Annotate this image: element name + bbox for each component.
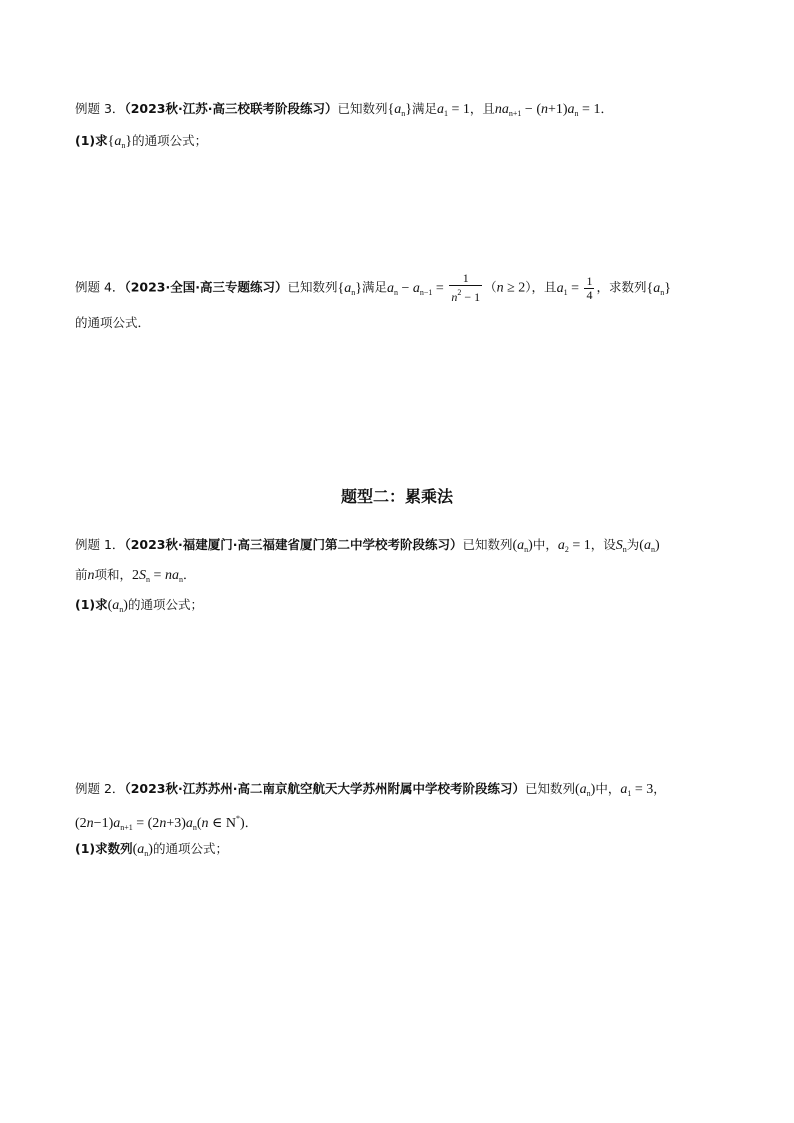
math-seq-an: $(a_n)$	[575, 782, 596, 798]
math-seq-an: $\{a_n\}$	[646, 280, 671, 297]
example-source: （2023秋·福建厦门·高三福建省厦门第二中学校考阶段练习）	[124, 537, 463, 552]
math-fraction-1-over-n2-minus-1: $\frac{1}{n^2 - 1}$	[451, 271, 481, 304]
section-heading: 题型二：累乘法	[340, 487, 453, 506]
math-seq-an: $(a_n)$	[132, 842, 153, 858]
example-4-statement: 例题 4．（2023·全国·高三专题练习）已知数列$\{a_n\}$满足$a_n - a_{n-1}$ = $\frac{1}{n^2 - 1}$ （n ≥ 2），且$a_1$ = $\frac{1}{4}$ ，求数列$\{a_n\}$	[75, 271, 671, 304]
example-source: （2023·全国·高三专题练习）	[124, 279, 288, 295]
math-n: n	[87, 568, 95, 583]
section2-example-1-question-1: (1)求$(a_n)$的通项公式；	[75, 597, 203, 614]
section2-example-2-question-1: (1)求数列$(a_n)$的通项公式；	[75, 841, 228, 858]
math-seq-an: $(a_n)$	[639, 538, 660, 554]
section2-example-1-line-2: 前n项和，$2S_n = na_n$．	[75, 567, 196, 584]
math-seq-an: $(a_n)$	[512, 538, 533, 554]
example-label: 例题 3．	[75, 101, 125, 116]
math-seq-an: $(a_n)$	[107, 598, 128, 614]
example-label: 例题 4．	[75, 279, 125, 295]
example-label: 例题 1．	[75, 537, 125, 552]
math-n-ge-2: n ≥ 2	[496, 280, 526, 296]
section2-example-2-line-2: $(2n-1)a_{n+1} = (2n+3)a_n(n$ ∈ N*)．	[75, 814, 258, 832]
math-a1-eq-1: $a_1 = 1$	[436, 102, 470, 118]
math-recurrence: $(2n-1)a_{n+1} = (2n+3)a_n(n$ ∈ N*)	[75, 814, 245, 832]
example-3-statement: 例题 3．（2023秋·江苏·高三校联考阶段练习）已知数列$\{a_n\}$满足$a_1 = 1$，且$na_{n+1} - (n+1)a_n = 1$．	[75, 101, 613, 118]
math-sn: $S_n$	[615, 538, 627, 554]
example-label: 例题 2．	[75, 781, 125, 796]
example-3-question-1: (1)求$\{a_n\}$的通项公式；	[75, 133, 208, 150]
math-recurrence: $na_{n+1} - (n+1)a_n = 1$	[494, 102, 601, 118]
section2-example-2-statement: 例题 2．（2023秋·江苏苏州·高二南京航空航天大学苏州附属中学校考阶段练习）已知数列$(a_n)$中，$a_1 = 3$，	[75, 781, 666, 798]
math-a2-eq-1: $a_2 = 1$	[557, 538, 591, 554]
math-seq-an: $\{a_n\}$	[337, 280, 362, 297]
example-4-line-2: 的通项公式．	[75, 315, 151, 330]
math-a1: $a_1$ =	[556, 280, 583, 297]
example-source: （2023秋·江苏苏州·高二南京航空航天大学苏州附属中学校考阶段练习）	[124, 781, 525, 796]
math-seq-an: $\{a_n\}$	[107, 134, 133, 150]
math-difference: $a_n - a_{n-1}$ =	[386, 280, 448, 297]
math-2sn-eq-nan: $2S_n = na_n$	[132, 568, 183, 584]
section2-example-1-statement: 例题 1．（2023秋·福建厦门·高三福建省厦门第二中学校考阶段练习）已知数列$(a_n)$中，$a_2 = 1$，设$S_n$为$(a_n)$	[75, 537, 660, 554]
math-a1-eq-3: $a_1 = 3$	[620, 782, 654, 798]
example-source: （2023秋·江苏·高三校联考阶段练习）	[124, 101, 338, 116]
math-seq-an: $\{a_n\}$	[387, 102, 412, 118]
math-fraction-1-over-4: $\frac{1}{4}$	[586, 273, 593, 302]
